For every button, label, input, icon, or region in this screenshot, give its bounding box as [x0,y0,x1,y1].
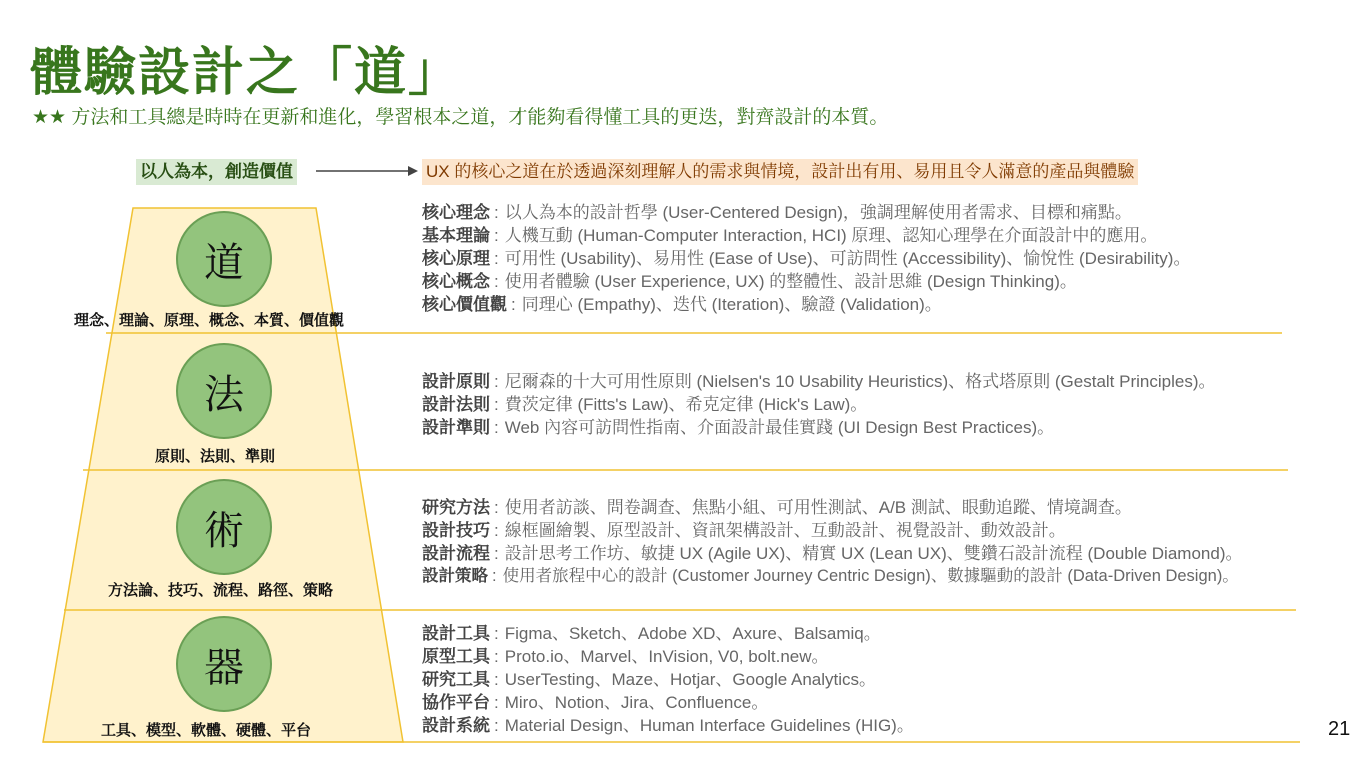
level-shu-caption: 方法論、技巧、流程、路徑、策略 [108,582,334,599]
item-value: 以人為本的設計哲學 (User-Centered Design)，強調理解使用者需求、目標和痛點。 [504,203,1132,222]
item-value: 使用者體驗 (User Experience, UX) 的整體性、設計思維 (Design Thinking)。 [504,272,1077,291]
list-item: 研究工具 : UserTesting、Maze、Hotjar、Google Analytics。 [422,670,877,689]
item-value: Material Design、Human Interface Guidelines (HIG)。 [504,716,914,735]
item-value: 設計思考工作坊、敏捷 UX (Agile UX)、精實 UX (Lean UX)、雙鑽石設計流程 (Double Diamond)。 [504,544,1243,563]
item-value: 尼爾森的十大可用性原則 (Nielsen's 10 Usability Heuristics)、格式塔原則 (Gestalt Principles)。 [504,372,1216,391]
item-value: Proto.io、Marvel、InVision, V0, bolt.new。 [504,647,829,666]
item-key: 設計策略 [422,567,488,585]
level-dao-circle: 道 [176,211,272,307]
list-item: 核心理念 : 以人為本的設計哲學 (User-Centered Design)，強調理解使用者需求、目標和痛點。 [422,203,1132,222]
item-key: 核心概念 [422,272,490,291]
item-key: 設計準則 [422,418,490,437]
list-item: 設計系統 : Material Design、Human Interface Guidelines (HIG)。 [422,716,914,735]
list-item: 設計策略 : 使用者旅程中心的設計 (Customer Journey Centric Design)、數據驅動的設計 (Data-Driven Design)。 [422,565,1239,588]
list-item: 設計技巧 : 線框圖繪製、原型設計、資訊架構設計、互動設計、視覺設計、動效設計。 [422,521,1066,540]
item-key: 協作平台 [422,693,490,712]
slide-subtitle: ★★ 方法和工具總是時時在更新和進化，學習根本之道，才能夠看得懂工具的更迭，對齊設計的本質。 [32,107,889,128]
list-item: 基本理論 : 人機互動 (Human-Computer Interaction, HCI) 原理、認知心理學在介面設計中的應用。 [422,226,1158,245]
item-value: 人機互動 (Human-Computer Interaction, HCI) 原理、認知心理學在介面設計中的應用。 [504,226,1158,245]
slide-title: 體驗設計之「道」 [30,44,463,102]
item-key: 原型工具 [422,647,490,666]
item-key: 設計技巧 [422,521,490,540]
item-value: 可用性 (Usability)、易用性 (Ease of Use)、可訪問性 (Accessibility)、愉悅性 (Desirability)。 [504,249,1191,268]
list-item: 原型工具 : Proto.io、Marvel、InVision, V0, bolt.new。 [422,647,829,666]
item-key: 研究方法 [422,498,490,517]
list-item: 設計流程 : 設計思考工作坊、敏捷 UX (Agile UX)、精實 UX (Lean UX)、雙鑽石設計流程 (Double Diamond)。 [422,544,1243,563]
list-item: 設計工具 : Figma、Sketch、Adobe XD、Axure、Balsamiq。 [422,624,881,643]
level-fa-caption: 原則、法則、準則 [155,448,276,465]
item-key: 核心原理 [422,249,490,268]
item-key: 核心價值觀 [422,295,507,314]
item-value: 線框圖繪製、原型設計、資訊架構設計、互動設計、視覺設計、動效設計。 [504,521,1066,540]
list-item: 設計原則 : 尼爾森的十大可用性原則 (Nielsen's 10 Usability Heuristics)、格式塔原則 (Gestalt Principles)。 [422,372,1216,391]
list-item: 核心原理 : 可用性 (Usability)、易用性 (Ease of Use)、可訪問性 (Accessibility)、愉悅性 (Desirability)。 [422,249,1191,268]
item-value: 使用者旅程中心的設計 (Customer Journey Centric Design)、數據驅動的設計 (Data-Driven Design)。 [502,567,1239,585]
level-fa-circle: 法 [176,343,272,439]
item-key: 設計流程 [422,544,490,563]
item-key: 研究工具 [422,670,490,689]
list-item: 研究方法 : 使用者訪談、問卷調查、焦點小組、可用性測試、A/B 測試、眼動追蹤、情境調查。 [422,498,1132,517]
item-key: 設計原則 [422,372,490,391]
level-qi-caption: 工具、模型、軟體、硬體、平台 [101,722,312,739]
level-dao-caption: 理念、理論、原理、概念、本質、價值觀 [74,312,345,329]
item-key: 設計系統 [422,716,490,735]
level-shu-circle: 術 [176,479,272,575]
list-item: 協作平台 : Miro、Notion、Jira、Confluence。 [422,693,769,712]
item-value: 費茨定律 (Fitts's Law)、希克定律 (Hick's Law)。 [504,395,868,414]
list-item: 核心價值觀 : 同理心 (Empathy)、迭代 (Iteration)、驗證 (Validation)。 [422,295,942,314]
list-item: 設計法則 : 費茨定律 (Fitts's Law)、希克定律 (Hick's Law)。 [422,395,868,414]
item-value: Figma、Sketch、Adobe XD、Axure、Balsamiq。 [504,624,881,643]
item-value: Web 內容可訪問性指南、介面設計最佳實踐 (UI Design Best Practices)。 [504,418,1055,437]
list-item: 設計準則 : Web 內容可訪問性指南、介面設計最佳實踐 (UI Design Best Practices)。 [422,418,1055,437]
item-value: UserTesting、Maze、Hotjar、Google Analytics。 [504,670,877,689]
item-key: 核心理念 [422,203,490,222]
item-key: 設計工具 [422,624,490,643]
item-value: 使用者訪談、問卷調查、焦點小組、可用性測試、A/B 測試、眼動追蹤、情境調查。 [504,498,1132,517]
item-value: 同理心 (Empathy)、迭代 (Iteration)、驗證 (Validation)。 [521,295,942,314]
item-key: 設計法則 [422,395,490,414]
core-statement: UX 的核心之道在於透過深刻理解人的需求與情境，設計出有用、易用且令人滿意的產品與體驗 [422,159,1138,185]
page-number: 21 [1328,718,1351,740]
item-key: 基本理論 [422,226,490,245]
level-qi-circle: 器 [176,616,272,712]
item-value: Miro、Notion、Jira、Confluence。 [504,693,769,712]
principle-tag: 以人為本，創造價值 [136,159,297,185]
list-item: 核心概念 : 使用者體驗 (User Experience, UX) 的整體性、設計思維 (Design Thinking)。 [422,272,1077,291]
